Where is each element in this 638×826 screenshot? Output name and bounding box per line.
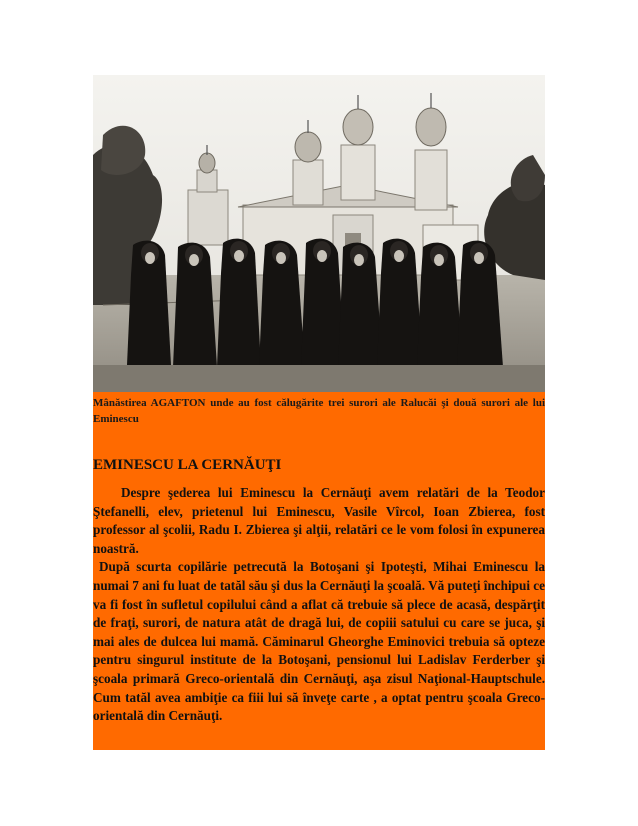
monastery-photo xyxy=(93,75,545,392)
article-body xyxy=(93,484,545,726)
monastery-nuns-photo-icon xyxy=(93,75,545,392)
photo-caption: Mânăstirea AGAFTON unde au fost călugărite trei surori ale Ralucăi şi două surori ale lui Eminescu xyxy=(93,397,545,425)
paragraph-2: După scurta copilărie petrecută la Botoşani şi Ipoteşti, Mihai Eminescu la numai 7 ani fu luat de tatăl său şi dus la Cernăuţi la şcoală. Vă puteţi închipui ce va fi fost în sufletul copilului când a aflat că trebuie să plece de acasă, despărţit de fraţi, surori, de natura atât de dragă lui, de copiii satului cu care se juca, şi mai ales de dulcea lui mamă. Căminarul Gheorghe Eminovici trebuia să opteze pentru singurul institute de la Botoşani, pensionul lui Ladislav Ferderber şi şcoala primară Greco-orientală din Cernăuţi, aşa zisul Naţional-Hauptschule. Cum tatăl avea ambiţie ca fiii lui să înveţe carte , a optat pentru şcoala Greco-orientală din Cernăuţi. xyxy=(93,559,545,724)
orange-content-panel xyxy=(93,75,545,750)
paragraph-1: Despre şederea lui Eminescu la Cernăuţi avem relatări de la Teodor Ştefanelli, elev, prietenul lui Eminescu, Vasile Vîrcol, Ioan Zbierea, fost professor al şcolii, Radu I. Zbierea şi alţii, relatări ce le vom folosi în expunerea noastră. xyxy=(93,485,545,556)
section-heading: EMINESCU LA CERNĂUŢI xyxy=(93,457,282,473)
